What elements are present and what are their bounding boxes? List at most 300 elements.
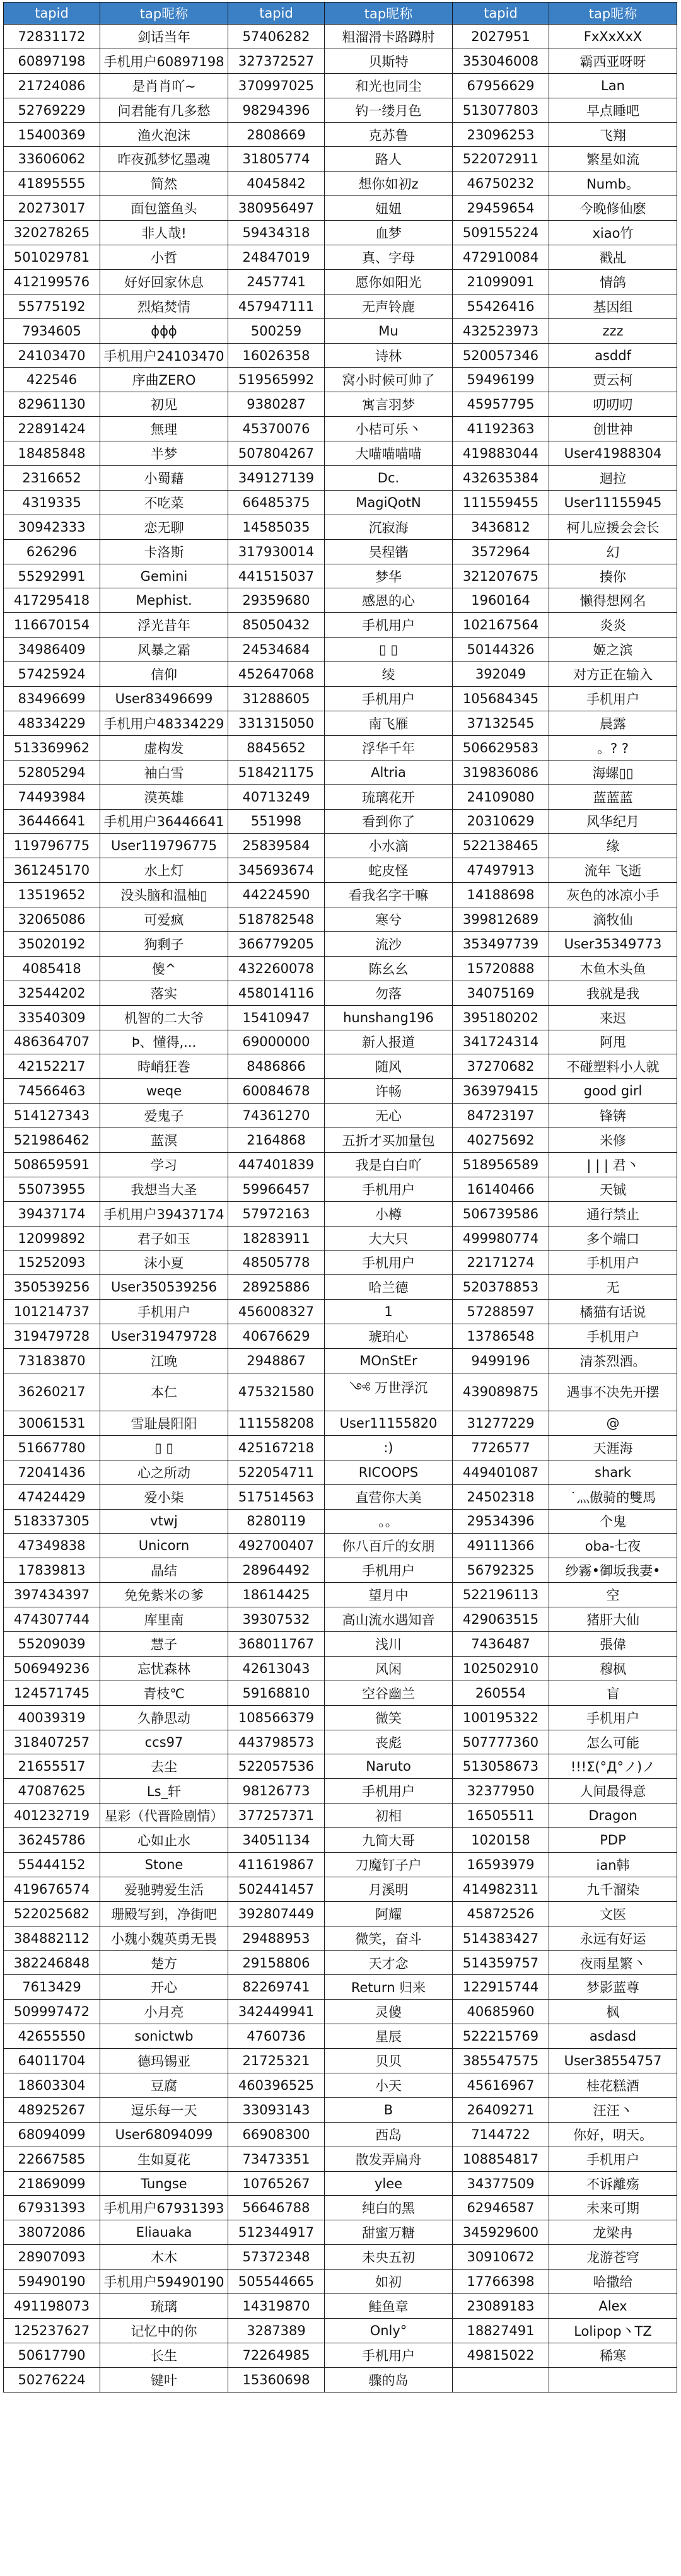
nickname-cell: 久静思动	[100, 1705, 228, 1730]
tapid-cell: 36260217	[4, 1373, 100, 1411]
header-tapid-2: tapid	[228, 3, 325, 25]
nickname-cell: 风暴之霜	[100, 638, 228, 662]
table-row	[4, 1324, 677, 1349]
tapid-cell: 361245170	[4, 858, 100, 883]
table-row	[4, 392, 677, 417]
nickname-cell: 非人哉!	[100, 221, 228, 245]
tapid-cell: 9380287	[228, 392, 325, 417]
tapid-cell: 518337305	[4, 1509, 100, 1534]
nickname-cell: 窝小时候可帅了	[325, 368, 453, 392]
tapid-cell: 458014116	[228, 981, 325, 1005]
table-row	[4, 735, 677, 760]
nickname-cell: 我想当大圣	[100, 1177, 228, 1201]
tapid-cell: 55426416	[453, 294, 549, 318]
table-row	[4, 1632, 677, 1657]
nickname-cell: 楚方	[100, 1950, 228, 1975]
tapid-cell: 119796775	[4, 834, 100, 858]
tapid-cell: 457947111	[228, 294, 325, 318]
nickname-cell: 桂花糕酒	[549, 2073, 677, 2098]
nickname-cell: 手机用户	[549, 1250, 677, 1275]
tapid-cell: 16140466	[453, 1177, 549, 1201]
nickname-cell: 小哲	[100, 245, 228, 270]
tapid-cell: 432260078	[228, 956, 325, 981]
nickname-cell: 来迟	[549, 1005, 677, 1030]
tapid-cell: 29158806	[228, 1950, 325, 1975]
table-row	[4, 564, 677, 588]
tapid-cell: 49111366	[453, 1534, 549, 1558]
tapid-cell: 100195322	[453, 1705, 549, 1730]
nickname-cell: 感恩的心	[325, 588, 453, 613]
nickname-cell: oba-七夜	[549, 1534, 677, 1558]
tapid-cell: 102502910	[453, 1656, 549, 1681]
nickname-cell: 锋锛	[549, 1104, 677, 1128]
nickname-cell: Tungse	[100, 2171, 228, 2196]
nickname-cell: 人间最得意	[549, 1779, 677, 1804]
tapid-cell: 45957795	[453, 392, 549, 417]
nickname-cell: User38554757	[549, 2049, 677, 2073]
nickname-cell: 穆枫	[549, 1656, 677, 1681]
nickname-cell: 空	[549, 1583, 677, 1607]
table-row	[4, 1005, 677, 1030]
table-row	[4, 245, 677, 270]
table-row	[4, 638, 677, 662]
nickname-cell: 手机用户	[549, 1324, 677, 1349]
table-row	[4, 613, 677, 638]
table-row	[4, 834, 677, 858]
tapid-cell: 22171274	[453, 1250, 549, 1275]
nickname-cell: 问君能有几多愁	[100, 98, 228, 122]
tapid-cell: 486364707	[4, 1030, 100, 1054]
tapid-cell: 506949236	[4, 1656, 100, 1681]
nickname-cell: 如初	[325, 2270, 453, 2294]
nickname-cell: 滴牧仙	[549, 907, 677, 932]
tapid-cell: 57972163	[228, 1201, 325, 1226]
nickname-cell: 粗溜滑卡路蹲肘	[325, 25, 453, 49]
nickname-cell: 流年 飞逝	[549, 858, 677, 883]
table-row	[4, 1079, 677, 1104]
nickname-cell: 缘	[549, 834, 677, 858]
nickname-cell: 怎么可能	[549, 1730, 677, 1754]
nickname-cell: asddf	[549, 343, 677, 368]
nickname-cell: 手机用户	[325, 1177, 453, 1201]
tapid-cell: 345693674	[228, 858, 325, 883]
tapid-cell: 2808669	[228, 122, 325, 147]
tapid-cell: 59490190	[4, 2270, 100, 2294]
tapid-cell: 500259	[228, 318, 325, 343]
nickname-cell: 没头脑和温柚▯	[100, 883, 228, 907]
tapid-cell: 39307532	[228, 1607, 325, 1632]
tapid-cell: 34377509	[453, 2171, 549, 2196]
nickname-cell: 五折才买加量包	[325, 1128, 453, 1153]
table-row	[4, 956, 677, 981]
table-row	[4, 2343, 677, 2367]
tapid-cell: 2316652	[4, 466, 100, 491]
nickname-cell: 多个端口	[549, 1226, 677, 1250]
tapid-cell: 24109080	[453, 784, 549, 809]
table-row	[4, 441, 677, 466]
table-row	[4, 1054, 677, 1079]
nickname-cell: Eliauaka	[100, 2220, 228, 2245]
tapid-cell: 432523973	[453, 318, 549, 343]
tapid-cell: 122915744	[453, 1975, 549, 2000]
nickname-cell: 卡洛斯	[100, 539, 228, 564]
table-row	[4, 1411, 677, 1435]
tapid-cell: 72041436	[4, 1460, 100, 1484]
nickname-cell: 沫小夏	[100, 1250, 228, 1275]
nickname-cell: 柯儿应援会会长	[549, 515, 677, 539]
tapid-cell: 20310629	[453, 809, 549, 834]
nickname-cell: User119796775	[100, 834, 228, 858]
tapid-cell: 55444152	[4, 1853, 100, 1877]
tapid-cell: 38072086	[4, 2220, 100, 2245]
tapid-cell: 519565992	[228, 368, 325, 392]
nickname-cell: 琥珀心	[325, 1324, 453, 1349]
table-row	[4, 1804, 677, 1828]
table-row	[4, 907, 677, 932]
nickname-cell: hunshang196	[325, 1005, 453, 1030]
tapid-cell: 475321580	[228, 1373, 325, 1411]
nickname-cell: 海螺▯▯	[549, 760, 677, 784]
table-row	[4, 2367, 677, 2392]
tapid-cell: 22667585	[4, 2147, 100, 2171]
tapid-cell: 8280119	[228, 1509, 325, 1534]
nickname-cell: 陈幺幺	[325, 956, 453, 981]
nickname-cell: 本仁	[100, 1373, 228, 1411]
tapid-cell: 384882112	[4, 1926, 100, 1950]
nickname-cell: 大喵喵喵喵	[325, 441, 453, 466]
table-body	[4, 25, 677, 2392]
tapid-cell: 59168810	[228, 1681, 325, 1705]
nickname-cell: 贝贝	[325, 2049, 453, 2073]
nickname-cell: Mephist.	[100, 588, 228, 613]
tapid-cell: 18614425	[228, 1583, 325, 1607]
table-row	[4, 1828, 677, 1853]
tapid-cell: 21655517	[4, 1754, 100, 1779]
nickname-cell: 机智的二大爷	[100, 1005, 228, 1030]
nickname-cell: 繁星如流	[549, 147, 677, 172]
table-row	[4, 1460, 677, 1484]
nickname-cell: 长生	[100, 2343, 228, 2367]
tapid-cell: 34051134	[228, 1828, 325, 1853]
nickname-cell: 飞翔	[549, 122, 677, 147]
table-row	[4, 73, 677, 98]
nickname-cell: 直营你大美	[325, 1484, 453, 1509]
nickname-cell: PDP	[549, 1828, 677, 1853]
tapid-cell: 3436812	[453, 515, 549, 539]
nickname-cell: 永远有好运	[549, 1926, 677, 1950]
nickname-cell: 豆腐	[100, 2073, 228, 2098]
tapid-cell: 507804267	[228, 441, 325, 466]
tapid-cell	[453, 2367, 549, 2392]
nickname-cell: 吴程锴	[325, 539, 453, 564]
table-row	[4, 98, 677, 122]
nickname-cell: 橘猫有话说	[549, 1300, 677, 1324]
nickname-cell: 路人	[325, 147, 453, 172]
nickname-cell: vtwj	[100, 1509, 228, 1534]
nickname-cell: 妞妞	[325, 196, 453, 221]
nickname-cell: 风华纪月	[549, 809, 677, 834]
tapid-cell: 626296	[4, 539, 100, 564]
table-row	[4, 466, 677, 491]
table-row	[4, 883, 677, 907]
nickname-cell: 面包篮鱼头	[100, 196, 228, 221]
tapid-cell: 417295418	[4, 588, 100, 613]
tapid-cell: 518782548	[228, 907, 325, 932]
tapid-cell: 52805294	[4, 760, 100, 784]
nickname-cell: 手机用户48334229	[100, 711, 228, 735]
tapid-cell: 502441457	[228, 1877, 325, 1901]
table-row	[4, 1484, 677, 1509]
tapid-cell: 74361270	[228, 1104, 325, 1128]
tapid-cell: 4045842	[228, 172, 325, 196]
tapid-cell: 39437174	[4, 1201, 100, 1226]
tapid-cell: 4085418	[4, 956, 100, 981]
table-row	[4, 368, 677, 392]
table-row	[4, 784, 677, 809]
nickname-cell: 绫	[325, 662, 453, 687]
tapid-cell: 522054711	[228, 1460, 325, 1484]
tapid-cell: 72831172	[4, 25, 100, 49]
nickname-cell: 夜雨星繁丶	[549, 1950, 677, 1975]
nickname-cell: User35349773	[549, 931, 677, 956]
tapid-cell: 505544665	[228, 2270, 325, 2294]
nickname-cell: 纱霧•御坂我妻•	[549, 1558, 677, 1583]
tapid-cell: 443798573	[228, 1730, 325, 1754]
nickname-cell: User319479728	[100, 1324, 228, 1349]
nickname-cell: 天才念	[325, 1950, 453, 1975]
table-row	[4, 687, 677, 711]
tapid-cell: 47497913	[453, 858, 549, 883]
nickname-cell: Lan	[549, 73, 677, 98]
tapid-cell: 48505778	[228, 1250, 325, 1275]
table-row	[4, 1975, 677, 2000]
tapid-cell: 341724314	[453, 1030, 549, 1054]
tapid-cell: 15252093	[4, 1250, 100, 1275]
nickname-cell: 无声铃鹿	[325, 294, 453, 318]
table-row	[4, 2220, 677, 2245]
nickname-cell: ian韩	[549, 1853, 677, 1877]
nickname-cell: 微笑，奋斗	[325, 1926, 453, 1950]
tapid-cell: 62946587	[453, 2196, 549, 2220]
tapid-cell: 20273017	[4, 196, 100, 221]
nickname-cell: 張偉	[549, 1632, 677, 1657]
table-row	[4, 343, 677, 368]
nickname-cell: 。。	[325, 1509, 453, 1534]
nickname-cell: 猪肝大仙	[549, 1607, 677, 1632]
table-row	[4, 858, 677, 883]
tapid-cell: 509997472	[4, 2000, 100, 2024]
tapid-cell: 2457741	[228, 269, 325, 294]
nickname-cell: 爱鬼子	[100, 1104, 228, 1128]
tapid-cell: 3287389	[228, 2318, 325, 2343]
tapid-cell: 34075169	[453, 981, 549, 1005]
tapid-cell: 425167218	[228, 1435, 325, 1460]
tapid-cell: 491198073	[4, 2294, 100, 2319]
nickname-cell: 九千溜染	[549, 1877, 677, 1901]
nickname-cell: 手机用户39437174	[100, 1201, 228, 1226]
tapid-cell: 32065086	[4, 907, 100, 932]
table-row	[4, 172, 677, 196]
tapid-cell: 395180202	[453, 1005, 549, 1030]
tapid-cell: 26409271	[453, 2097, 549, 2122]
tapid-cell: 10765267	[228, 2171, 325, 2196]
nickname-cell: 钓一缕月色	[325, 98, 453, 122]
nickname-cell: asdasd	[549, 2024, 677, 2049]
tapid-cell: 392807449	[228, 1901, 325, 1926]
tapid-cell: 108566379	[228, 1705, 325, 1730]
nickname-cell: 幻	[549, 539, 677, 564]
nickname-cell: ccs97	[100, 1730, 228, 1754]
tapid-cell: 14319870	[228, 2294, 325, 2319]
tapid-cell: 9499196	[453, 1349, 549, 1373]
nickname-cell: ༺ 万世浮沉	[325, 1373, 453, 1411]
tapid-cell: 419883044	[453, 441, 549, 466]
tapid-cell: 513369962	[4, 735, 100, 760]
nickname-cell: 爱驰骋爱生活	[100, 1877, 228, 1901]
nickname-cell: 手机用户	[325, 687, 453, 711]
nickname-cell: weqe	[100, 1079, 228, 1104]
nickname-cell: 烈焰焚情	[100, 294, 228, 318]
nickname-cell: 晶结	[100, 1558, 228, 1583]
tapid-cell: 28925886	[228, 1275, 325, 1300]
nickname-cell: xiao竹	[549, 221, 677, 245]
tapid-cell: 29459654	[453, 196, 549, 221]
table-row	[4, 1275, 677, 1300]
tapid-cell: 33093143	[228, 2097, 325, 2122]
tapid-cell: 47424429	[4, 1484, 100, 1509]
nickname-cell: Dc.	[325, 466, 453, 491]
tapid-cell: 327372527	[228, 49, 325, 73]
nickname-cell: Mu	[325, 318, 453, 343]
tapid-cell: 24534684	[228, 638, 325, 662]
nickname-cell: 星彩（代晋险剧情）	[100, 1804, 228, 1828]
tapid-cell: 111558208	[228, 1411, 325, 1435]
nickname-cell: 序曲ZERO	[100, 368, 228, 392]
table-row	[4, 809, 677, 834]
nickname-cell: 血梦	[325, 221, 453, 245]
tapid-cell: 447401839	[228, 1152, 325, 1177]
tapid-cell: 45616967	[453, 2073, 549, 2098]
tapid-cell: 401232719	[4, 1804, 100, 1828]
tapid-cell: 350539256	[4, 1275, 100, 1300]
tapid-cell: 18485848	[4, 441, 100, 466]
tapid-cell: 15360698	[228, 2367, 325, 2392]
tapid-cell: 7613429	[4, 1975, 100, 2000]
tapid-cell: 452647068	[228, 662, 325, 687]
nickname-cell: 懒得想网名	[549, 588, 677, 613]
header-nickname-2: tap昵称	[325, 3, 453, 25]
nickname-cell: 开心	[100, 1975, 228, 2000]
nickname-cell: 九简大哥	[325, 1828, 453, 1853]
tapid-cell: 353046008	[453, 49, 549, 73]
tapid-cell: 67956629	[453, 73, 549, 98]
nickname-cell: Naruto	[325, 1754, 453, 1779]
nickname-cell: 库里南	[100, 1607, 228, 1632]
nickname-cell: 琉璃花开	[325, 784, 453, 809]
tapid-cell: 23096253	[453, 122, 549, 147]
tapid-cell: 59966457	[228, 1177, 325, 1201]
tapid-cell: 82961130	[4, 392, 100, 417]
nickname-cell: 蓝蓝蓝	[549, 784, 677, 809]
nickname-cell: 手机用户24103470	[100, 343, 228, 368]
tapid-cell: 514127343	[4, 1104, 100, 1128]
nickname-cell: 手机用户	[100, 1300, 228, 1324]
table-row	[4, 1435, 677, 1460]
nickname-cell: 想你如初z	[325, 172, 453, 196]
nickname-cell: 好好回家休息	[100, 269, 228, 294]
tapid-cell: 55292991	[4, 564, 100, 588]
tapid-cell: 31288605	[228, 687, 325, 711]
nickname-cell: 无	[549, 1275, 677, 1300]
nickname-cell: 心之所动	[100, 1460, 228, 1484]
tapid-cell: 509155224	[453, 221, 549, 245]
nickname-cell: 初相	[325, 1804, 453, 1828]
table-row	[4, 2097, 677, 2122]
tapid-cell: 514359757	[453, 1950, 549, 1975]
nickname-cell: 米修	[549, 1128, 677, 1153]
tapid-cell: 385547575	[453, 2049, 549, 2073]
nickname-cell: 个鬼	[549, 1509, 677, 1534]
tapid-cell: 44224590	[228, 883, 325, 907]
tapid-cell: 60897198	[4, 49, 100, 73]
nickname-cell: 手机用户	[549, 2147, 677, 2171]
nickname-cell: 骤的岛	[325, 2367, 453, 2392]
tapid-cell: 8845652	[228, 735, 325, 760]
nickname-cell: @	[549, 1411, 677, 1435]
tapid-cell: 84723197	[453, 1104, 549, 1128]
table-row	[4, 221, 677, 245]
tapid-cell: 506629583	[453, 735, 549, 760]
tapid-cell: 2164868	[228, 1128, 325, 1153]
tapid-cell: 66908300	[228, 2122, 325, 2147]
nickname-cell: 寒兮	[325, 907, 453, 932]
tapid-cell: 31805774	[228, 147, 325, 172]
nickname-cell: 微笑	[325, 1705, 453, 1730]
nickname-cell: 無理	[100, 417, 228, 441]
table-row	[4, 2147, 677, 2171]
nickname-cell: 蓝溟	[100, 1128, 228, 1153]
tapid-cell: 105684345	[453, 687, 549, 711]
tapid-cell: 57406282	[228, 25, 325, 49]
tapid-cell: 30910672	[453, 2245, 549, 2270]
table-row	[4, 147, 677, 172]
nickname-cell: 手机用户	[325, 613, 453, 638]
nickname-cell: 水上灯	[100, 858, 228, 883]
tapid-cell: 363979415	[453, 1079, 549, 1104]
nickname-cell: zzz	[549, 318, 677, 343]
nickname-cell: 阿耀	[325, 1901, 453, 1926]
table-row	[4, 490, 677, 515]
table-row	[4, 1226, 677, 1250]
nickname-cell: 创世神	[549, 417, 677, 441]
nickname-cell: ˙灬傲骑的雙馬	[549, 1484, 677, 1509]
nickname-cell: 无心	[325, 1104, 453, 1128]
table-row	[4, 2073, 677, 2098]
tapid-cell: 518421175	[228, 760, 325, 784]
tapid-cell: 51667780	[4, 1435, 100, 1460]
nickname-cell: FxXxXxX	[549, 25, 677, 49]
tapid-cell: 412199576	[4, 269, 100, 294]
tapid-cell: 12099892	[4, 1226, 100, 1250]
tapid-cell: 124571745	[4, 1681, 100, 1705]
tapid-cell: 64011704	[4, 2049, 100, 2073]
table-row	[4, 662, 677, 687]
table-row	[4, 417, 677, 441]
nickname-cell: 霸西亚呀呀	[549, 49, 677, 73]
tapid-cell: 21869099	[4, 2171, 100, 2196]
nickname-cell: 看到你了	[325, 809, 453, 834]
tapid-cell: 331315050	[228, 711, 325, 735]
